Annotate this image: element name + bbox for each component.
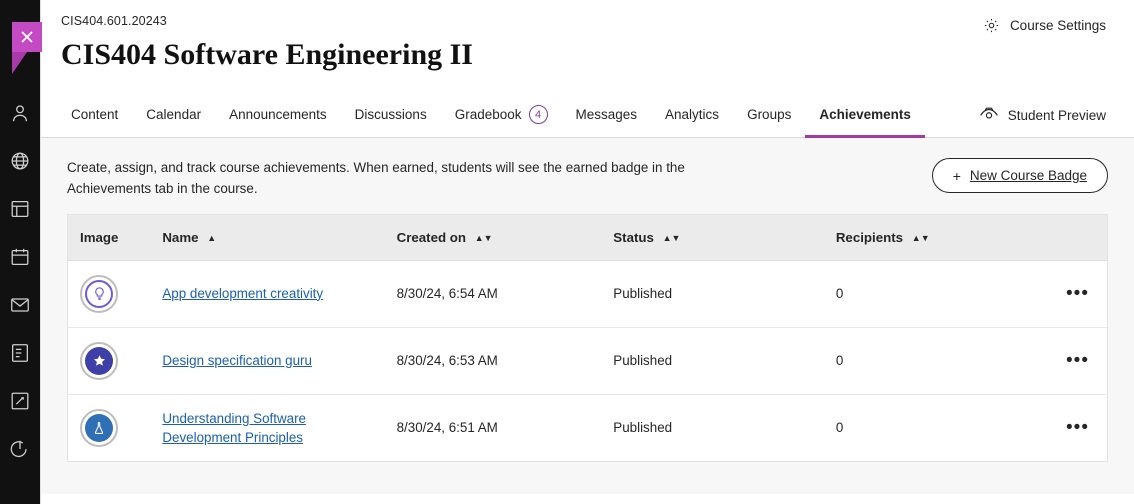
table-row [68, 394, 1107, 461]
preview-eye-icon [979, 105, 999, 126]
close-icon[interactable] [12, 22, 42, 52]
tab-groups[interactable] [733, 94, 805, 138]
row-created-cell: 8/30/24, 6:51 AM [396, 420, 498, 436]
tab-content[interactable] [61, 94, 132, 138]
row-actions-cell [1037, 394, 1107, 461]
course-settings-button[interactable] [983, 16, 1106, 34]
new-course-badge-label: New Course Badge [969, 168, 1087, 183]
row-image-cell [68, 260, 152, 327]
messages-icon[interactable] [7, 292, 33, 318]
column-header-recipients[interactable] [826, 215, 1037, 261]
column-header-name[interactable] [152, 215, 386, 261]
tab-announcements[interactable] [215, 94, 341, 138]
tab-gradebook[interactable] [441, 94, 562, 138]
tab-label: Messages [575, 107, 638, 122]
tab-label: Content [71, 107, 119, 122]
global-navigation-rail [0, 0, 40, 504]
star-badge-icon [80, 342, 118, 380]
lightbulb-badge-icon [80, 275, 118, 313]
close-tab-tail [12, 52, 42, 74]
achievement-name-link[interactable]: Design specification guru [162, 352, 312, 368]
tab-discussions[interactable] [341, 94, 441, 138]
row-name-cell [152, 394, 386, 461]
new-course-badge-button[interactable] [932, 158, 1108, 193]
tab-label: Achievements [819, 107, 911, 122]
row-options-menu-icon[interactable]: ••• [1066, 417, 1089, 439]
grades-icon[interactable] [7, 340, 33, 366]
intro-text: Create, assign, and track course achievements. When earned, students will see the earned badge in the Achievements tab in the course. [67, 160, 685, 196]
tab-calendar[interactable] [132, 94, 215, 138]
courses-icon[interactable] [7, 196, 33, 222]
flask-badge-icon [80, 409, 118, 447]
page-title: CIS404 Software Engineering II [61, 38, 473, 71]
row-image-cell [68, 327, 152, 394]
table-header-row [68, 215, 1107, 261]
close-panel-tab[interactable] [12, 22, 42, 74]
tools-icon[interactable] [7, 388, 33, 414]
column-header-image [68, 215, 152, 261]
tab-messages[interactable] [562, 94, 652, 138]
table-row [68, 260, 1107, 327]
tab-label: Gradebook [454, 107, 522, 122]
student-preview-button[interactable] [979, 93, 1114, 137]
course-code: CIS404.601.20243 [61, 14, 167, 28]
sort-both-icon: ▲▼ [662, 232, 681, 243]
achievements-content [41, 138, 1134, 504]
row-status-cell: Published [603, 260, 826, 327]
student-preview-label: Student Preview [1007, 107, 1106, 123]
course-nav-tabs [61, 93, 925, 137]
column-label: Recipients [835, 229, 904, 245]
course-settings-label: Course Settings [1009, 17, 1106, 33]
tab-label: Analytics [665, 107, 720, 122]
course-panel [40, 0, 1134, 504]
table-row [68, 327, 1107, 394]
row-status-cell: Published [603, 327, 826, 394]
intro-row [61, 138, 1114, 214]
gear-icon [983, 16, 1001, 34]
column-header-actions [1037, 215, 1107, 261]
row-status-cell: Published [613, 420, 673, 436]
globe-icon[interactable] [7, 148, 33, 174]
row-recipients-cell: 0 [826, 327, 1037, 394]
tab-label: Calendar [146, 107, 202, 122]
row-name-cell [152, 327, 386, 394]
achievements-table [67, 214, 1108, 463]
tab-label: Discussions [354, 107, 427, 122]
tab-label: Announcements [229, 107, 327, 122]
achievement-name-link[interactable]: App development creativity [162, 285, 324, 301]
column-header-status[interactable] [603, 215, 826, 261]
bottom-strip [41, 494, 1134, 504]
signout-icon[interactable] [7, 436, 33, 462]
sort-both-icon: ▲▼ [474, 232, 493, 243]
sort-asc-icon: ▲ [207, 232, 217, 243]
row-created-cell: 8/30/24, 6:53 AM [387, 327, 604, 394]
row-options-menu-icon[interactable]: ••• [1066, 350, 1089, 372]
course-nav [41, 93, 1134, 138]
row-name-cell [152, 260, 386, 327]
gradebook-count-badge: 4 [529, 105, 548, 124]
calendar-icon[interactable] [7, 244, 33, 270]
row-recipients-cell: 0 [835, 420, 844, 436]
row-options-menu-icon[interactable]: ••• [1066, 283, 1089, 305]
course-header [41, 0, 1134, 93]
column-header-created-on[interactable] [387, 215, 604, 261]
tab-label: Groups [747, 107, 792, 122]
column-label: Status [613, 229, 654, 245]
sort-both-icon: ▲▼ [911, 232, 930, 243]
tab-achievements[interactable] [805, 94, 925, 138]
profile-icon[interactable] [7, 100, 33, 126]
row-recipients-cell: 0 [826, 260, 1037, 327]
achievement-name-link[interactable]: Understanding Software Development Principles [162, 410, 306, 445]
tab-analytics[interactable] [651, 94, 733, 138]
row-created-cell: 8/30/24, 6:54 AM [387, 260, 604, 327]
plus-icon: + [952, 167, 961, 184]
column-label: Image [80, 229, 119, 245]
row-actions-cell [1037, 327, 1107, 394]
row-image-cell [68, 394, 152, 461]
row-actions-cell [1037, 260, 1107, 327]
column-label: Name [162, 229, 199, 245]
column-label: Created on [396, 229, 467, 245]
